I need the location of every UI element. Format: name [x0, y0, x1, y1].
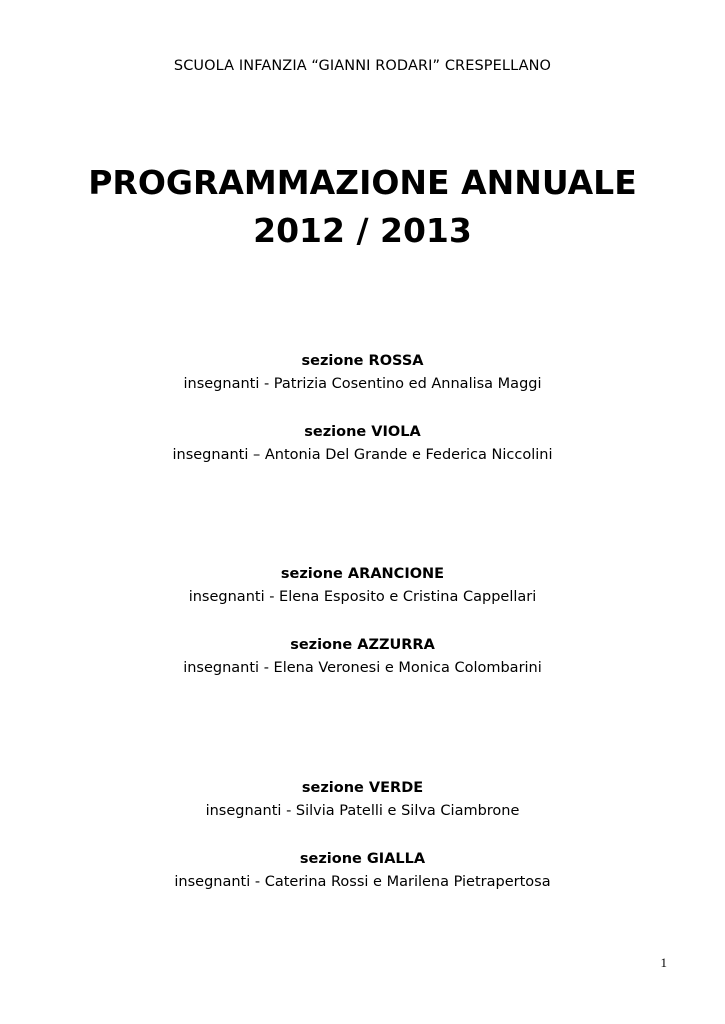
section-teachers: insegnanti - Silvia Patelli e Silva Ciambrone — [205, 803, 520, 819]
section-teachers: insegnanti – Antonia Del Grande e Federica Niccolini — [172, 447, 553, 463]
section-rossa — [0, 352, 725, 393]
section-name: sezione AZZURRA — [290, 637, 435, 653]
document-year: 2012 / 2013 — [253, 211, 472, 250]
section-teachers: insegnanti - Elena Veronesi e Monica Colombarini — [183, 660, 542, 676]
document-title: PROGRAMMAZIONE ANNUALE — [88, 163, 637, 202]
section-teachers: insegnanti - Elena Esposito e Cristina Cappellari — [188, 589, 537, 605]
section-teachers: insegnanti - Caterina Rossi e Marilena Pietrapertosa — [174, 874, 551, 890]
section-name: sezione GIALLA — [299, 851, 426, 867]
section-verde — [0, 779, 725, 820]
page-number: 1 — [660, 955, 667, 970]
section-name: sezione ARANCIONE — [280, 566, 445, 582]
section-name: sezione ROSSA — [301, 353, 424, 369]
section-teachers: insegnanti - Patrizia Cosentino ed Annalisa Maggi — [183, 376, 542, 392]
section-azzurra — [0, 636, 725, 677]
section-name: sezione VIOLA — [304, 424, 421, 440]
section-gialla — [0, 850, 725, 891]
section-arancione — [0, 565, 725, 606]
section-viola — [0, 423, 725, 464]
school-header: SCUOLA INFANZIA “GIANNI RODARI” CRESPELLANO — [173, 58, 552, 74]
section-name: sezione VERDE — [301, 780, 424, 796]
